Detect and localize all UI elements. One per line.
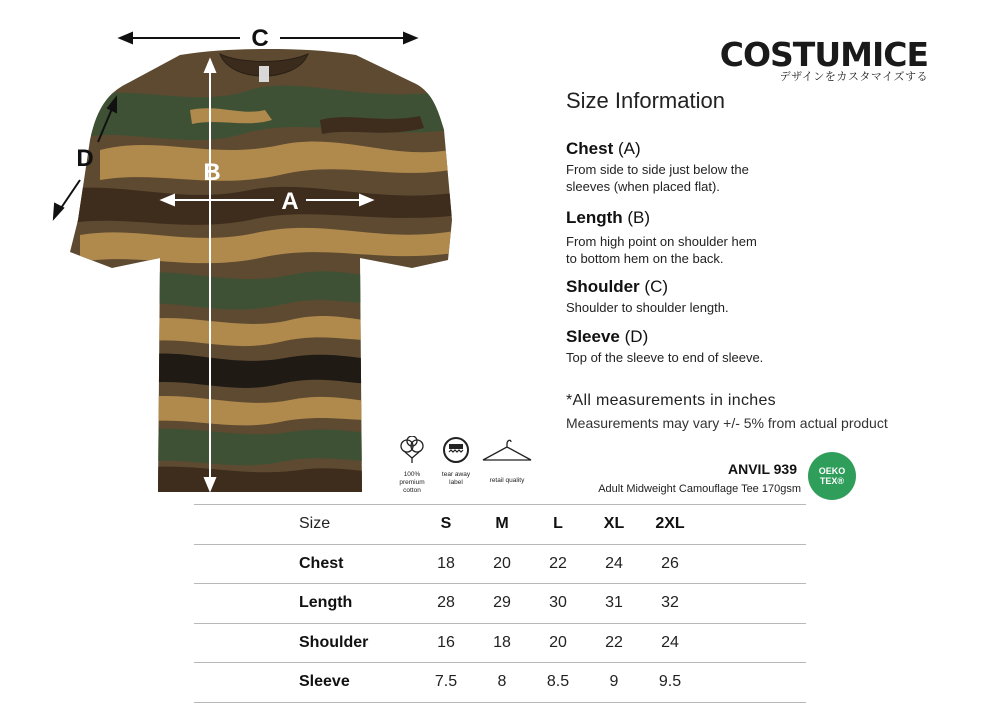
info-description-line: Shoulder to shoulder length. <box>566 300 729 315</box>
table-cell: 22 <box>549 554 567 572</box>
info-code: (A) <box>617 139 641 158</box>
oeko-tex-line2: TEX® <box>819 476 845 486</box>
table-cell: 16 <box>437 633 455 651</box>
info-description-line: Top of the sleeve to end of sleeve. <box>566 350 764 365</box>
table-cell: 24 <box>605 554 623 572</box>
info-item-length <box>566 208 757 267</box>
table-cell: 20 <box>493 554 511 572</box>
table-cell: 24 <box>661 633 679 651</box>
product-description: Adult Midweight Camouflage Tee 170gsm <box>598 483 801 495</box>
row-label: Shoulder <box>299 633 369 651</box>
info-description-line: From high point on shoulder hem <box>566 234 757 249</box>
table-row <box>194 544 806 584</box>
row-label: Sleeve <box>299 673 350 691</box>
size-chart-table <box>194 504 806 703</box>
shirt-body <box>40 20 480 500</box>
table-header-label: Size <box>299 515 331 533</box>
table-row <box>194 662 806 703</box>
neck-label <box>259 66 269 82</box>
info-code: (B) <box>627 208 651 227</box>
info-description <box>566 349 763 366</box>
feature-cotton <box>394 436 430 495</box>
info-description-line: to bottom hem on the back. <box>566 251 724 266</box>
measurement-disclaimer: Measurements may vary +/- 5% from actual product <box>566 415 888 431</box>
table-cell: 22 <box>605 633 623 651</box>
info-heading: Length <box>566 208 623 227</box>
size-column-header: M <box>495 515 509 533</box>
table-cell: 29 <box>493 594 511 612</box>
feature-label-line: tear away <box>441 471 471 478</box>
table-cell: 18 <box>493 633 511 651</box>
tear-away-label-icon <box>441 436 471 464</box>
table-cell: 32 <box>661 594 679 612</box>
table-cell: 30 <box>549 594 567 612</box>
size-info-title: Size Information <box>566 88 725 113</box>
label-a: A <box>281 188 299 215</box>
brand-logo <box>719 35 928 84</box>
hanger-icon <box>480 436 534 464</box>
info-heading: Sleeve <box>566 327 620 346</box>
table-cell: 20 <box>549 633 567 651</box>
table-cell: 8.5 <box>546 673 570 691</box>
label-c: C <box>251 25 269 52</box>
info-description <box>566 233 757 267</box>
table-header-row <box>194 504 806 544</box>
product-code: ANVIL 939 <box>728 461 797 477</box>
feature-label-line: retail quality <box>489 477 525 484</box>
info-code: (C) <box>644 277 669 296</box>
oeko-tex-badge <box>808 452 856 500</box>
table-cell: 31 <box>605 594 623 612</box>
info-heading: Chest <box>566 139 614 158</box>
table-row <box>194 583 806 623</box>
feature-label-line: premium <box>399 479 425 486</box>
feature-label-line: cotton <box>403 487 421 494</box>
info-item-chest <box>566 139 749 195</box>
info-description <box>566 161 749 195</box>
measurement-note: *All measurements in inches <box>566 392 776 409</box>
label-d: D <box>76 145 94 172</box>
feature-retail-quality <box>480 436 534 485</box>
table-row <box>194 623 806 663</box>
table-cell: 18 <box>437 554 455 572</box>
feature-label <box>480 477 534 485</box>
feature-label-line: label <box>449 479 463 486</box>
feature-label-line: 100% <box>403 471 421 478</box>
table-cell: 9 <box>609 673 619 691</box>
info-description-line: From side to side just below the <box>566 162 749 177</box>
cotton-boll-icon <box>399 436 425 464</box>
tshirt-illustration <box>40 20 480 500</box>
feature-tear-away-label <box>436 436 476 487</box>
table-cell: 7.5 <box>434 673 458 691</box>
size-column-header: S <box>440 515 452 533</box>
oeko-tex-line1: OEKO <box>818 466 846 476</box>
table-cell: 28 <box>437 594 455 612</box>
info-item-shoulder <box>566 277 729 316</box>
camo-patch-green <box>140 429 400 466</box>
table-cell: 9.5 <box>658 673 682 691</box>
table-cell: 26 <box>661 554 679 572</box>
info-description <box>566 299 729 316</box>
table-cell: 8 <box>497 673 507 691</box>
shirt-diagram <box>40 20 480 500</box>
label-b: B <box>203 159 221 186</box>
size-column-header: XL <box>603 515 625 533</box>
size-column-header: L <box>553 515 563 533</box>
info-description-line: sleeves (when placed flat). <box>566 179 720 194</box>
feature-label <box>436 471 476 487</box>
info-item-sleeve <box>566 327 763 366</box>
size-column-header: 2XL <box>655 515 685 533</box>
row-label: Length <box>299 594 353 612</box>
row-label: Chest <box>299 554 344 572</box>
brand-name: COSTUMICE <box>719 35 928 74</box>
info-code: (D) <box>624 327 649 346</box>
info-heading: Shoulder <box>566 277 640 296</box>
brand-tagline: デザインをカスタマイズする <box>779 71 928 83</box>
feature-label <box>394 471 430 495</box>
